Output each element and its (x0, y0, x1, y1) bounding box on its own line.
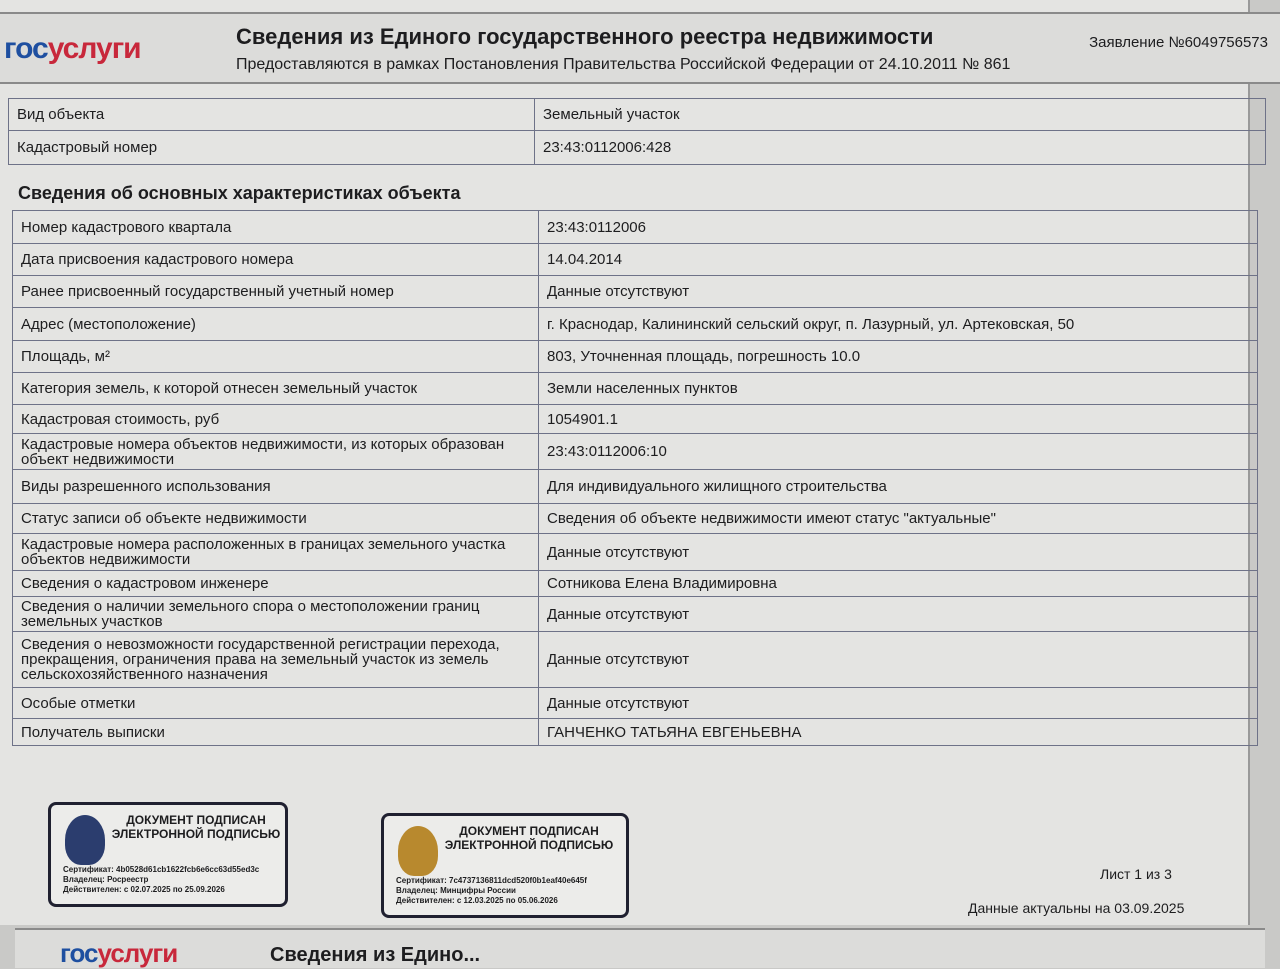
logo-part2: услуги (47, 32, 141, 65)
row-label: Адрес (местоположение) (13, 308, 539, 341)
table-row (9, 131, 1266, 165)
object-table (8, 98, 1266, 165)
row-label: Площадь, м² (13, 341, 539, 373)
section-title: Сведения об основных характеристиках объекта (18, 183, 461, 203)
row-label: Категория земель, к которой отнесен земельный участок (13, 373, 539, 405)
table-row (13, 632, 1258, 688)
table-row (13, 211, 1258, 244)
stamp-info (63, 865, 259, 895)
row-label: Получатель выписки (13, 719, 539, 746)
document-subtitle: Предоставляются в рамках Постановления Правительства Российской Федерации от 24.10.2011 № 861 (236, 56, 1011, 73)
stamp-valid: Действителен: с 12.03.2025 по 05.06.2026 (396, 896, 558, 905)
stamp-valid: Действителен: с 02.07.2025 по 25.09.2026 (63, 885, 225, 894)
coat-of-arms-icon (65, 815, 105, 865)
row-label: Статус записи об объекте недвижимости (13, 504, 539, 534)
table-row (13, 534, 1258, 571)
next-page-title: Сведения из Едино... (270, 944, 481, 966)
table-row (13, 597, 1258, 632)
logo-part1: гос (4, 32, 48, 65)
row-label: Сведения о кадастровом инженере (13, 571, 539, 597)
gosuslugi-logo (4, 32, 141, 66)
stamp-info (396, 876, 587, 906)
stamp-owner: Владелец: Минцифры России (396, 886, 516, 895)
row-value: Данные отсутствуют (539, 597, 1258, 632)
sheet-number: Лист 1 из 3 (1100, 866, 1172, 882)
data-actual-date: Данные актуальны на 03.09.2025 (968, 900, 1185, 916)
table-row (13, 719, 1258, 746)
row-value: 23:43:0112006 (539, 211, 1258, 244)
table-row (13, 276, 1258, 308)
table-row (13, 341, 1258, 373)
row-value: 23:43:0112006:10 (539, 434, 1258, 470)
table-row (13, 688, 1258, 719)
row-label: Виды разрешенного использования (13, 470, 539, 504)
application-number: Заявление №6049756573 (1089, 34, 1268, 51)
logo-part2: услуги (97, 938, 178, 968)
row-value: ГАНЧЕНКО ТАТЬЯНА ЕВГЕНЬЕВНА (539, 719, 1258, 746)
stamp-heading: ДОКУМЕНТ ПОДПИСАН ЭЛЕКТРОННОЙ ПОДПИСЬЮ (444, 824, 614, 852)
row-value: Данные отсутствуют (539, 534, 1258, 571)
table-row (13, 470, 1258, 504)
stamp-owner: Владелец: Росреестр (63, 875, 149, 884)
table-row (13, 308, 1258, 341)
row-value: Сведения об объекте недвижимости имеют статус "актуальные" (539, 504, 1258, 534)
table-row (9, 99, 1266, 131)
row-label: Особые отметки (13, 688, 539, 719)
row-label: Вид объекта (9, 99, 535, 131)
table-row (13, 405, 1258, 434)
stamp-cert: Сертификат: 4b0528d61cb1622fcb6e6cc63d55ed3c (63, 865, 260, 874)
row-value: Для индивидуального жилищного строительства (539, 470, 1258, 504)
row-value: 14.04.2014 (539, 244, 1258, 276)
table-row (13, 571, 1258, 597)
row-label: Сведения о невозможности государственной регистрации перехода, прекращения, ограничения права на земельный участок из земель сельскохозяйственного назначения (13, 632, 539, 688)
row-label: Кадастровый номер (9, 131, 535, 165)
table-row (13, 373, 1258, 405)
next-page-header (15, 928, 1265, 968)
table-row (13, 434, 1258, 470)
row-value: г. Краснодар, Калининский сельский округ, п. Лазурный, ул. Артековская, 50 (539, 308, 1258, 341)
row-value: 803, Уточненная площадь, погрешность 10.0 (539, 341, 1258, 373)
characteristics-table (12, 210, 1258, 746)
coat-of-arms-icon (398, 826, 438, 876)
row-value: Данные отсутствуют (539, 276, 1258, 308)
gosuslugi-logo (60, 938, 177, 969)
logo-part1: гос (60, 938, 98, 968)
stamp-cert: Сертификат: 7c4737136811dcd520f0b1eaf40e645f (396, 876, 587, 885)
row-value: Сотникова Елена Владимировна (539, 571, 1258, 597)
table-row (13, 504, 1258, 534)
row-value: 23:43:0112006:428 (535, 131, 1266, 165)
document-title: Сведения из Единого государственного реестра недвижимости (236, 24, 934, 49)
row-label: Дата присвоения кадастрового номера (13, 244, 539, 276)
row-value: Земли населенных пунктов (539, 373, 1258, 405)
row-value: Земельный участок (535, 99, 1266, 131)
row-label: Ранее присвоенный государственный учетный номер (13, 276, 539, 308)
signature-stamp-rosreestr (48, 802, 288, 907)
row-value: Данные отсутствуют (539, 688, 1258, 719)
row-label: Кадастровые номера объектов недвижимости, из которых образован объект недвижимости (13, 434, 539, 470)
row-label: Кадастровые номера расположенных в границах земельного участка объектов недвижимости (13, 534, 539, 571)
row-label: Сведения о наличии земельного спора о местоположении границ земельных участков (13, 597, 539, 632)
row-label: Номер кадастрового квартала (13, 211, 539, 244)
stamp-heading: ДОКУМЕНТ ПОДПИСАН ЭЛЕКТРОННОЙ ПОДПИСЬЮ (111, 813, 281, 841)
signature-stamp-mincifry (381, 813, 629, 918)
table-row (13, 244, 1258, 276)
row-value: Данные отсутствуют (539, 632, 1258, 688)
row-label: Кадастровая стоимость, руб (13, 405, 539, 434)
document-header (0, 12, 1280, 84)
row-value: 1054901.1 (539, 405, 1258, 434)
